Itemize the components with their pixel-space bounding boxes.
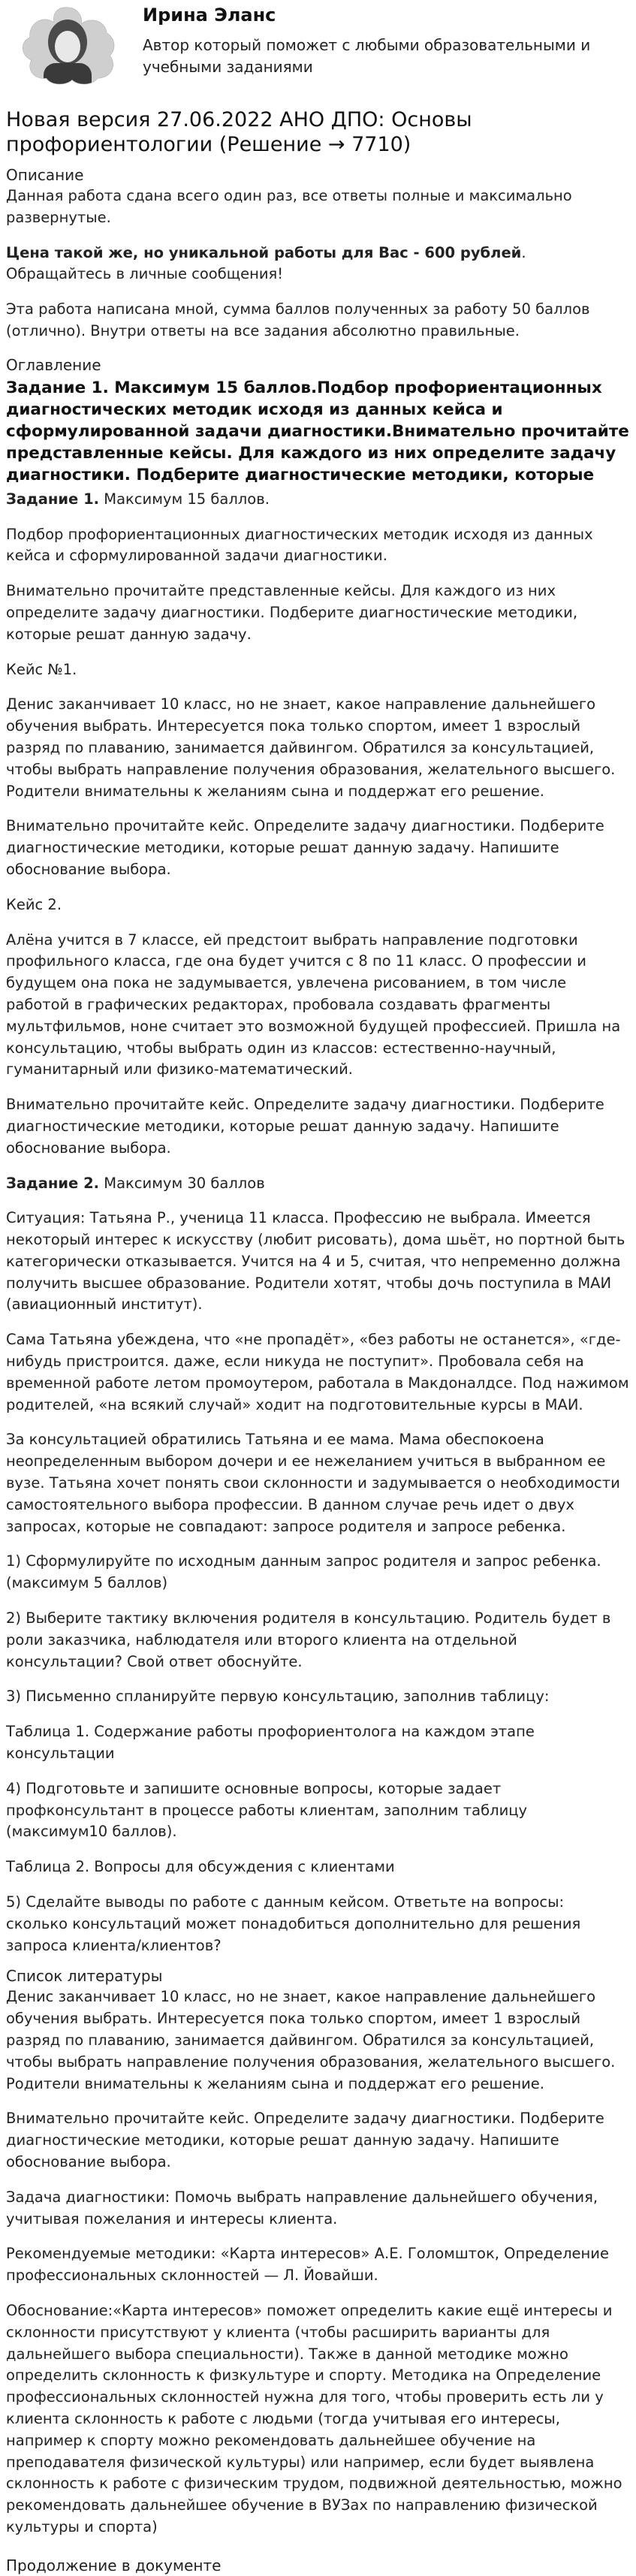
task2-p1: Ситуация: Татьяна Р., ученица 11 класса. Профессию не выбрала. Имеется некоторый интерес к искусству (любит рисовать), дома шьёт, но портной быть категорически отказывается. Учится на 4 и 5, считая, что непременно должна получить высшее образование. Родители хотят, чтобы дочь поступила в МАИ (авиационный институт).	[6, 1209, 625, 1314]
task2-q2: 2) Выберите тактику включения родителя в консультацию. Родитель будет в роли заказчика, наблюдателя или второго клиента на отдельной консультации? Свой ответ обоснуйте.	[6, 1609, 611, 1670]
task1-label-line	[6, 489, 630, 511]
task2-label: Задание 2.	[6, 1174, 100, 1192]
task2-p3: За консультацией обратились Татьяна и ее мама. Мама обеспокоена неопределенным выбором дочери и ее нежеланием учиться в выбранном ее вузе. Татьяна хочет понять свои склонности и задумывается о необходимости самостоятельного выбора профессии. В данном случае речь идет о двух запросах, которые не совпадают: запросе родителя и запросе ребенка.	[6, 1431, 620, 1535]
toc-label: Оглавление	[6, 355, 101, 374]
solution-rationale: Обоснование:«Карта интересов» поможет определить какие ещё интересы и склонности присутствуют у клиента (чтобы расширить варианты для дальнейшего выбора специальности). Также в данной методике можно определить склонность к физкультуре и спорту. Методика на Определение профессиональных склонностей нужна для того, чтобы проверить есть ли у клиента склонность к работе с людьми (тогда учитывая его интересы, например к спорту можно рекомендовать дальнейшее обучение на преподавателя физической культуры) или например, если будет выявлена склонность к работе с физическим трудом, подвижной деятельностью, можно рекомендовать дальнейшее обучение в ВУЗах по направлению физической культуры и спорта)	[6, 2301, 622, 2535]
task2-table2: Таблица 2. Вопросы для обсуждения с клиентами	[6, 1858, 395, 1876]
task2-q3: 3) Письменно спланируйте первую консультацию, заполнив таблицу:	[6, 1688, 550, 1706]
page-title: Новая версия 27.06.2022 АНО ДПО: Основы профориентологии (Решение → 7710)	[6, 108, 472, 156]
case1-text: Денис заканчивает 10 класс, но не знает, какое направление дальнейшего обучения выбрать. Интересуется пока только спортом, имеет 1 взрослый разряд по плаванию, занимается дайвингом. Обратился за консультацией, чтобы выбрать направление получения образования, желательного высшего. Родители внимательны к желаниям сына и поддержат его решение.	[6, 695, 616, 800]
case2-text: Алёна учится в 7 классе, ей предстоит выбрать направление подготовки профильного класса, где она будет учится с 8 по 11 класс. О профессии и будущем она пока не задумывается, увлечена рисованием, в том числе работой в графических редакторах, пробовала создавать фрагменты мультфильмов, ноне считает это возможной будущей профессией. Пришла на консультацию, чтобы выбрать один из классов: естественно-научный, гуманитарный или физико-математический.	[6, 931, 621, 1078]
task1-p2: Внимательно прочитайте представленные кейсы. Для каждого из них определите задачу диагностики. Подберите диагностические методики, которые решат данную задачу.	[6, 582, 578, 643]
price-line	[6, 243, 630, 286]
task1-points: Максимум 15 баллов.	[99, 490, 270, 508]
task2-q1: 1) Сформулируйте по исходным данным запрос родителя и запрос ребенка. (максимум 5 баллов)	[6, 1552, 601, 1592]
bibliography-label: Список литературы	[6, 1967, 163, 1986]
task2-table1: Таблица 1. Содержание работы профориентолога на каждом этапе консультации	[6, 1723, 535, 1763]
case2-task: Внимательно прочитайте кейс. Определите задачу диагностики. Подберите диагностические методики, которые решат данную задачу. Напишите обоснование выбора.	[6, 1096, 604, 1157]
task2-label-line	[6, 1173, 630, 1195]
case1-task: Внимательно прочитайте кейс. Определите задачу диагностики. Подберите диагностические методики, которые решат данную задачу. Напишите обоснование выбора.	[6, 817, 604, 878]
author-card	[6, 0, 630, 101]
description-text: Данная работа сдана всего один раз, все ответы полные и максимально развернутые.	[6, 187, 572, 226]
author-name[interactable]: Ирина Эланс	[143, 5, 276, 26]
solution-methods: Рекомендуемые методики: «Карта интересов» А.Е. Голомшток, Определение профессиональных склонностей — Л. Йовайши.	[6, 2245, 609, 2285]
solution-case-text: Денис заканчивает 10 класс, но не знает, какое направление дальнейшего обучения выбрать. Интересуется пока только спортом, имеет 1 взрослый разряд по плаванию, занимается дайвингом. Обратился за консультацией, чтобы выбрать направление получения образования, желательного высшего. Родители внимательны к желаниям сына и поддержат его решение.	[6, 1988, 616, 2092]
task1-label: Задание 1.	[6, 490, 100, 508]
task2-p2: Сама Татьяна убеждена, что «не пропадёт», «без работы не останется», «где-нибудь пристроится. даже, если никуда не поступит». Пробовала себя на временной работе летом промоутером, работала в Макдоналдсе. Под нажимом родителей, «на всякий случай» ходит на подготовительные курсы в МАИ.	[6, 1331, 629, 1413]
author-description: Автор который поможет с любыми образовательными и учебными заданиями	[143, 36, 591, 76]
continue-link[interactable]: Продолжение в документе	[6, 2556, 222, 2574]
author-note: Эта работа написана мной, сумма баллов полученных за работу 50 баллов (отлично). Внутри ответы на все задания абсолютно правильные.	[6, 300, 590, 339]
task2-points: Максимум 30 баллов	[99, 1174, 265, 1192]
solution-case-task: Внимательно прочитайте кейс. Определите задачу диагностики. Подберите диагностические методики, которые решат данную задачу. Напишите обоснование выбора.	[6, 2110, 604, 2170]
case2-label: Кейс 2.	[6, 895, 62, 913]
case1-label: Кейс №1.	[6, 660, 77, 678]
price-rest: . Обращайтесь в личные сообщения!	[6, 243, 526, 283]
toc-heading: Задание 1. Максимум 15 баллов.Подбор профориентационных диагностических методик исходя из данных кейса и сформулированной задачи диагностики.Внимательно прочитайте представленные кейсы. Для каждого из них определите задачу диагностики. Подберите диагностические методики, которые	[6, 378, 629, 484]
description-label: Описание	[6, 166, 84, 184]
task2-q4: 4) Подготовьте и запишите основные вопросы, которые задает профконсультант в процессе работы клиентам, заполним таблицу (максимум10 баллов).	[6, 1779, 528, 1841]
task1-p1: Подбор профориентационных диагностических методик исходя из данных кейса и сформулированной задачи диагностики.	[6, 525, 593, 565]
task2-q5: 5) Сделайте выводы по работе с данным кейсом. Ответьте на вопросы: сколько консультаций может понадобиться дополнительно для решения запроса клиента/клиентов?	[6, 1893, 581, 1954]
author-avatar[interactable]	[14, 3, 119, 86]
price-bold: Цена такой же, но уникальной работы для Вас - 600 рублей	[6, 243, 522, 261]
solution-diag-task: Задача диагностики: Помочь выбрать направление дальнейшего обучения, учитывая пожелания и интересы клиента.	[6, 2188, 598, 2228]
